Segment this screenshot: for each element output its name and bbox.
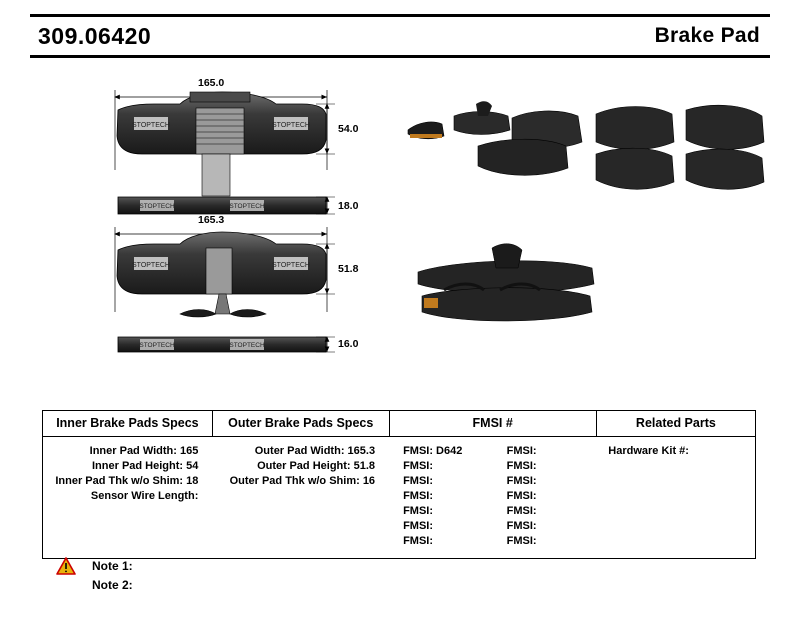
note-row xyxy=(56,575,356,594)
svg-text:STOPTECH: STOPTECH xyxy=(132,262,170,269)
svg-text:STOPTECH: STOPTECH xyxy=(272,122,310,129)
header-fmsi: FMSI # xyxy=(389,411,596,437)
note-1-label: Note 1: xyxy=(92,558,133,573)
fmsi-entry: FMSI: D642 xyxy=(403,444,463,457)
fmsi-entry: FMSI: xyxy=(506,504,537,517)
spec-inner-pad-width: Inner Pad Width: 165 xyxy=(89,444,199,457)
fmsi-entry: FMSI: xyxy=(403,519,434,532)
spec-outer-pad-width: Outer Pad Width: 165.3 xyxy=(254,444,376,457)
fmsi-column-left xyxy=(389,443,493,548)
svg-text:STOPTECH: STOPTECH xyxy=(272,262,310,269)
fmsi-entry: FMSI: xyxy=(506,534,537,547)
header-related-parts: Related Parts xyxy=(596,411,755,437)
warning-icon xyxy=(56,557,76,575)
dim-outer-height: 51.8 xyxy=(338,263,359,275)
dim-inner-height: 54.0 xyxy=(338,123,359,135)
cell-fmsi xyxy=(389,437,596,559)
fmsi-entry: FMSI: xyxy=(403,489,434,502)
spec-sensor-wire-length: Sensor Wire Length: xyxy=(90,489,199,502)
fmsi-entry: FMSI: xyxy=(506,519,537,532)
drawing-canvas xyxy=(30,62,770,392)
fmsi-entry: FMSI: xyxy=(403,459,434,472)
fmsi-entry: FMSI: xyxy=(403,474,434,487)
spec-inner-pad-height: Inner Pad Height: 54 xyxy=(92,459,199,472)
cell-outer-specs xyxy=(212,437,389,559)
spec-outer-pad-height: Outer Pad Height: 51.8 xyxy=(257,459,376,472)
technical-drawing xyxy=(30,62,770,392)
header-inner-specs: Inner Brake Pads Specs xyxy=(43,411,213,437)
fmsi-entry: FMSI: xyxy=(403,504,434,517)
note-2-label: Note 2: xyxy=(92,577,133,592)
fmsi-column-right xyxy=(493,443,597,548)
table-header-row xyxy=(43,411,756,437)
fmsi-entry: FMSI: xyxy=(506,489,537,502)
related-hardware-kit: Hardware Kit #: xyxy=(608,444,689,457)
part-number: 309.06420 xyxy=(38,22,152,49)
note-row xyxy=(56,556,356,575)
svg-text:STOPTECH: STOPTECH xyxy=(139,342,175,349)
specs-table xyxy=(42,410,756,559)
fmsi-entry: FMSI: xyxy=(506,459,537,472)
dim-outer-width: 165.3 xyxy=(198,214,225,226)
document-header xyxy=(30,14,770,58)
cell-inner-specs xyxy=(43,437,213,559)
notes-section xyxy=(56,556,356,594)
spec-inner-pad-thickness: Inner Pad Thk w/o Shim: 18 xyxy=(55,474,199,487)
fmsi-entry: FMSI: xyxy=(403,534,434,547)
fmsi-entry: FMSI: xyxy=(506,474,537,487)
table-body-row xyxy=(43,437,756,559)
page-title: Brake Pad xyxy=(654,24,760,47)
svg-text:STOPTECH: STOPTECH xyxy=(229,342,265,349)
spec-outer-pad-thickness: Outer Pad Thk w/o Shim: 16 xyxy=(229,474,376,487)
dim-inner-width: 165.0 xyxy=(198,77,225,89)
svg-text:STOPTECH: STOPTECH xyxy=(229,203,265,210)
dim-outer-thickness: 16.0 xyxy=(338,338,359,350)
header-outer-specs: Outer Brake Pads Specs xyxy=(212,411,389,437)
svg-text:STOPTECH: STOPTECH xyxy=(139,203,175,210)
fmsi-entry: FMSI: xyxy=(506,444,537,457)
cell-related-parts xyxy=(596,437,755,559)
dim-inner-thickness: 18.0 xyxy=(338,200,359,212)
svg-text:STOPTECH: STOPTECH xyxy=(132,122,170,129)
